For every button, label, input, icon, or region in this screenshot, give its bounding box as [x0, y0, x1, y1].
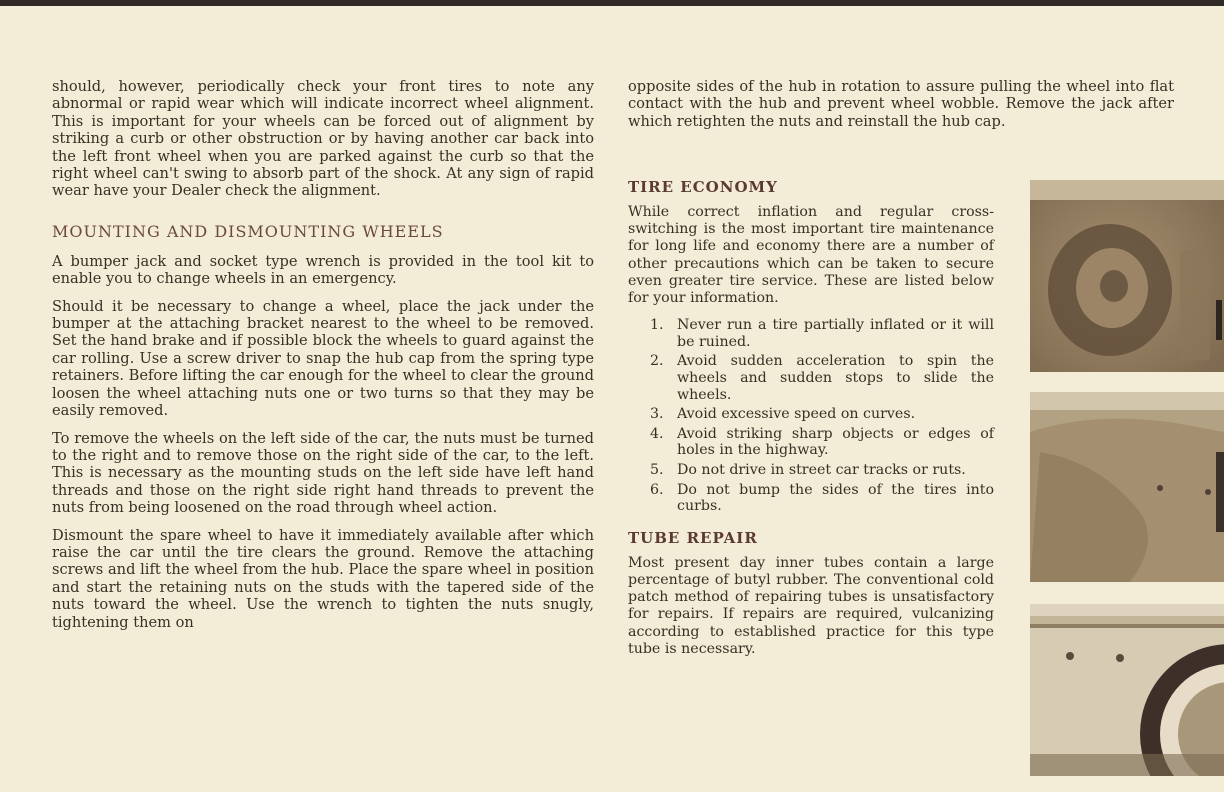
page-top-edge — [0, 0, 1224, 6]
tube-repair-paragraph: Most present day inner tubes contain a large percentage of butyl rubber. The conventional cold patch method of repairing tubes is unsatisfactory for repairs. If repairs are required, vulcanizing according to established practice for this type tube is necessary. — [628, 554, 994, 657]
mounting-heading: MOUNTING AND DISMOUNTING WHEELS — [52, 221, 444, 241]
photo-wheel-jack — [1030, 180, 1224, 372]
mounting-paragraph-1: A bumper jack and socket type wrench is provided in the tool kit to enable you to change wheels in an emergency. — [52, 252, 594, 288]
list-item: 4. Avoid striking sharp objects or edges of holes in the highway. — [650, 425, 994, 459]
list-item: 6. Do not bump the sides of the tires into curbs. — [650, 481, 994, 515]
mounting-paragraph-4: Dismount the spare wheel to have it immediately available after which raise the car until the tire clears the ground. Remove the attaching screws and lift the wheel from the hub. Place the spare wheel in position and start the retaining nuts on the studs with the tapered side of the nuts toward the wheel. Use the wrench to tighten the nuts snugly, tightening them on — [52, 526, 594, 631]
left-column — [52, 78, 594, 641]
mounting-paragraph-3: To remove the wheels on the left side of the car, the nuts must be turned to the right and to remove those on the right side of the car, to the left. This is necessary as the mounting studs on the left side have left hand threads and those on the right side right hand threads to prevent the nuts from being loosened on the road through wheel action. — [52, 429, 594, 517]
tire-economy-list — [628, 317, 994, 515]
intro-paragraph: should, however, periodically check your front tires to note any abnormal or rapid wear which will indicate incorrect wheel alignment. This is important for your wheels can be forced out of alignment by striking a curb or other obstruction or by having another car back into the left front wheel when you are parked against the curb so that the right wheel can't swing to absorb part of the shock. At any sign of rapid wear have your Dealer check the alignment. — [52, 78, 594, 200]
right-column-continuation — [628, 78, 1174, 140]
photo-tire-image — [1030, 604, 1224, 776]
tube-repair-heading: TUBE REPAIR — [628, 528, 758, 547]
photo-tire — [1030, 604, 1224, 776]
continuation-paragraph: opposite sides of the hub in rotation to assure pulling the wheel into flat contact with the hub and prevent wheel wobble. Remove the jack after which retighten the nuts and reinstall the hub cap. — [628, 78, 1174, 130]
right-column — [628, 178, 994, 668]
tire-economy-heading: TIRE ECONOMY — [628, 178, 778, 196]
photo-hub-cap — [1030, 392, 1224, 582]
mounting-paragraph-2: Should it be necessary to change a wheel, place the jack under the bumper at the attaching bracket nearest to the wheel to be removed. Set the hand brake and if possible block the wheels to guard against the car rolling. Use a screw driver to snap the hub cap from the spring type retainers. Before lifting the car enough for the wheel to clear the ground loosen the wheel attaching nuts one or two turns so that they may be easily removed. — [52, 297, 594, 420]
photo-wheel-jack-image — [1030, 180, 1224, 372]
photo-hub-cap-image — [1030, 392, 1224, 582]
list-item: 2. Avoid sudden acceleration to spin the wheels and sudden stops to slide the wheels. — [650, 353, 994, 403]
list-item: 1. Never run a tire partially inflated or it will be ruined. — [650, 317, 994, 350]
list-item: 5. Do not drive in street car tracks or ruts. — [650, 461, 966, 478]
tire-economy-intro: While correct inflation and regular cross-switching is the most important tire maintenance for long life and economy there are a number of other precautions which can be taken to secure even greater tire service. These are listed below for your information. — [628, 204, 994, 307]
list-item: 3. Avoid excessive speed on curves. — [650, 406, 916, 423]
